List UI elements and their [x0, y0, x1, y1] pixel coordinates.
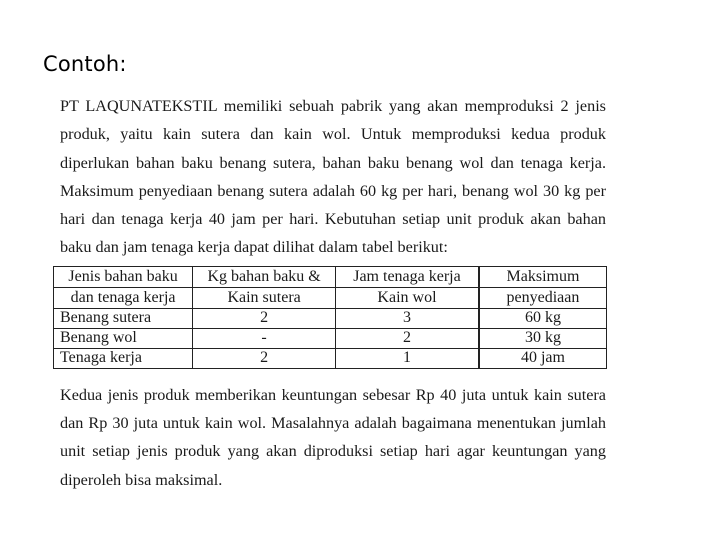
table-cell: 60 kg [479, 308, 606, 328]
header-cell: Kain sutera [193, 287, 336, 308]
table-cell: 30 kg [479, 328, 606, 348]
table-cell: 40 jam [479, 348, 606, 368]
header-cell: penyediaan [479, 287, 606, 308]
table-row [54, 348, 607, 368]
header-cell: Jam tenaga kerja [336, 266, 479, 287]
table-cell: Tenaga kerja [54, 348, 193, 368]
table-row [54, 328, 607, 348]
table-row [54, 308, 607, 328]
table-cell: - [193, 328, 336, 348]
intro-paragraph: PT LAQUNATEKSTIL memiliki sebuah pabrik yang akan memproduksi 2 jenis produk, yaitu kain sutera dan kain wol. Untuk memproduksi kedua produk diperlukan bahan baku benang sutera, bahan baku benang wol dan tenaga kerja. Maksimum penyediaan benang sutera adalah 60 kg per hari, benang wol 30 kg per hari dan tenaga kerja 40 jam per hari. Kebutuhan setiap unit produk akan bahan baku dan jam tenaga kerja dapat dilihat dalam tabel berikut: [60, 97, 606, 257]
table-cell: Benang sutera [54, 308, 193, 328]
table-cell: 2 [193, 348, 336, 368]
table-cell: 1 [336, 348, 479, 368]
problem-document [60, 92, 606, 494]
table-cell: 3 [336, 308, 479, 328]
header-cell: Maksimum [479, 266, 606, 287]
slide-title: Contoh: [43, 52, 127, 76]
table-header-row [54, 266, 607, 287]
table-cell: 2 [336, 328, 479, 348]
header-cell: dan tenaga kerja [54, 287, 193, 308]
header-cell: Jenis bahan baku [54, 266, 193, 287]
table-cell: 2 [193, 308, 336, 328]
table-header-row [54, 287, 607, 308]
header-cell: Kain wol [336, 287, 479, 308]
requirements-table [53, 266, 607, 369]
conclusion-paragraph: Kedua jenis produk memberikan keuntungan sebesar Rp 40 juta untuk kain sutera dan Rp 30 juta untuk kain wol. Masalahnya adalah bagaimana menentukan jumlah unit setiap jenis produk yang akan diproduksi setiap hari agar keuntungan yang diperoleh bisa maksimal. [60, 385, 606, 489]
header-cell: Kg bahan baku & [193, 266, 336, 287]
table-cell: Benang wol [54, 328, 193, 348]
